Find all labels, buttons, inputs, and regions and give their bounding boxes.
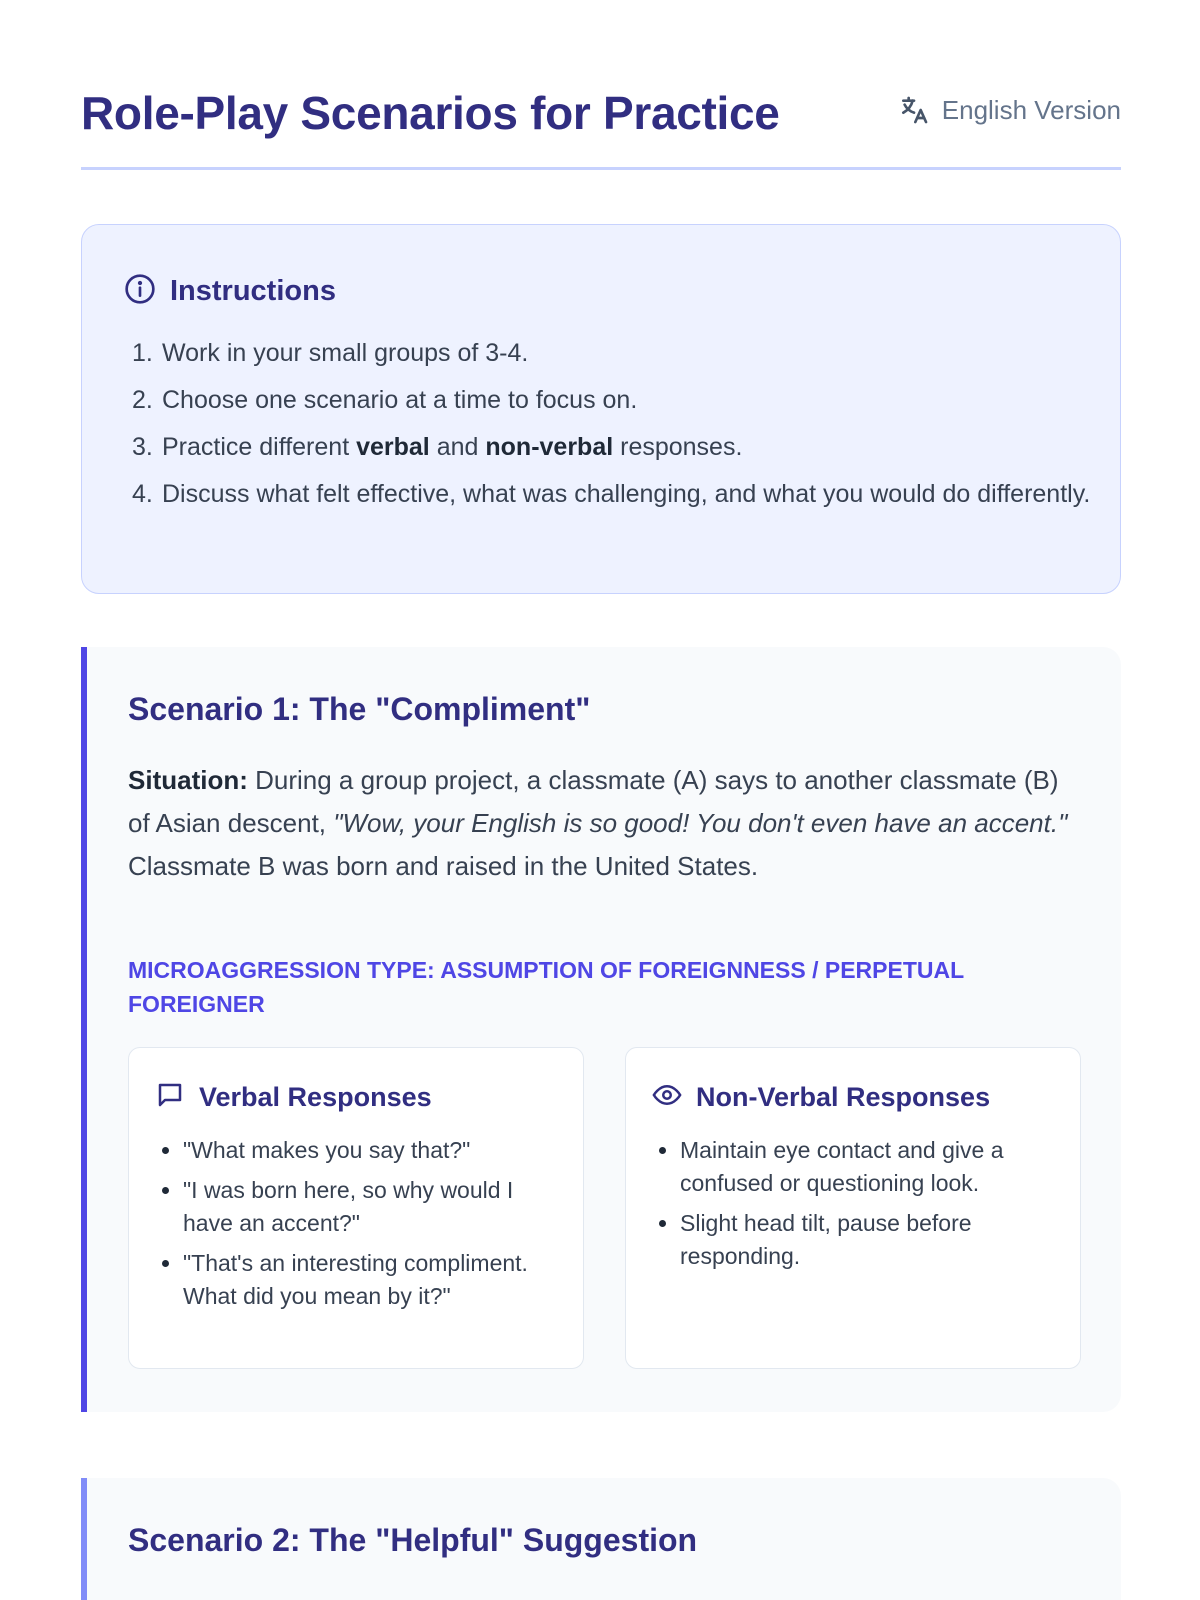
card-header	[652, 1080, 990, 1115]
list-item: • Slight head tilt, pause before responding.	[680, 1207, 1052, 1273]
instructions-heading: Instructions	[170, 275, 336, 307]
bold-term: non-verbal	[485, 433, 614, 461]
instructions-panel	[81, 224, 1121, 594]
scenario-title: Scenario 1: The "Compliment"	[128, 691, 591, 727]
scenario-card	[81, 1478, 1121, 1600]
text-segment: and	[429, 433, 486, 461]
situation-label: Situation:	[128, 765, 248, 795]
instructions-list	[132, 333, 1092, 521]
verbal-responses-card	[128, 1047, 584, 1369]
text-segment: Practice different	[162, 433, 357, 461]
eye-icon	[652, 1080, 682, 1115]
nonverbal-responses-card	[625, 1047, 1081, 1369]
scenario-card	[81, 647, 1121, 1412]
page-title: Role-Play Scenarios for Practice	[81, 87, 780, 139]
situation-text: Classmate B was born and raised in the United States.	[128, 851, 759, 881]
situation-text: During a group project, a classmate (A) says to another classmate (B) of Asian descent,	[128, 765, 1059, 838]
list-item	[132, 427, 1092, 467]
card-heading: Non-Verbal Responses	[696, 1082, 991, 1112]
scenario-situation	[128, 759, 1078, 888]
list-item: • "I was born here, so why would I have an accent?"	[183, 1174, 555, 1240]
list-number: 1.	[132, 339, 153, 367]
translate-icon	[898, 94, 930, 126]
nonverbal-list	[680, 1134, 1052, 1280]
list-number: 4.	[132, 480, 153, 508]
card-header	[155, 1080, 432, 1115]
info-icon	[124, 273, 156, 310]
list-number: 3.	[132, 433, 153, 461]
list-item: • "What makes you say that?"	[183, 1134, 555, 1167]
list-item: • Maintain eye contact and give a confused or questioning look.	[680, 1134, 1052, 1200]
situation-quote: "Wow, your English is so good! You don't even have an accent."	[333, 808, 1068, 838]
list-text	[162, 427, 742, 467]
instructions-header	[124, 273, 336, 310]
list-text: Work in your small groups of 3-4.	[162, 339, 529, 367]
language-toggle[interactable]	[898, 94, 1121, 126]
card-heading: Verbal Responses	[199, 1082, 432, 1112]
list-item	[132, 333, 1092, 373]
list-number: 2.	[132, 386, 153, 414]
list-item	[132, 474, 1092, 514]
list-text: Choose one scenario at a time to focus on.	[162, 386, 638, 414]
list-item: • "That's an interesting compliment. What did you mean by it?"	[183, 1247, 555, 1313]
text-segment: responses.	[613, 433, 743, 461]
speech-bubble-icon	[155, 1080, 185, 1115]
verbal-list	[183, 1134, 555, 1320]
list-text: Discuss what felt effective, what was challenging, and what you would do differently.	[162, 480, 1091, 508]
page-header	[81, 80, 1121, 170]
list-item	[132, 380, 1092, 420]
language-label: English Version	[941, 94, 1121, 125]
scenario-title: Scenario 2: The "Helpful" Suggestion	[128, 1522, 698, 1558]
bold-term: verbal	[356, 433, 430, 461]
microaggression-type: MICROAGGRESSION TYPE: ASSUMPTION OF FOREIGNNESS / PERPETUAL FOREIGNER	[128, 957, 964, 1017]
